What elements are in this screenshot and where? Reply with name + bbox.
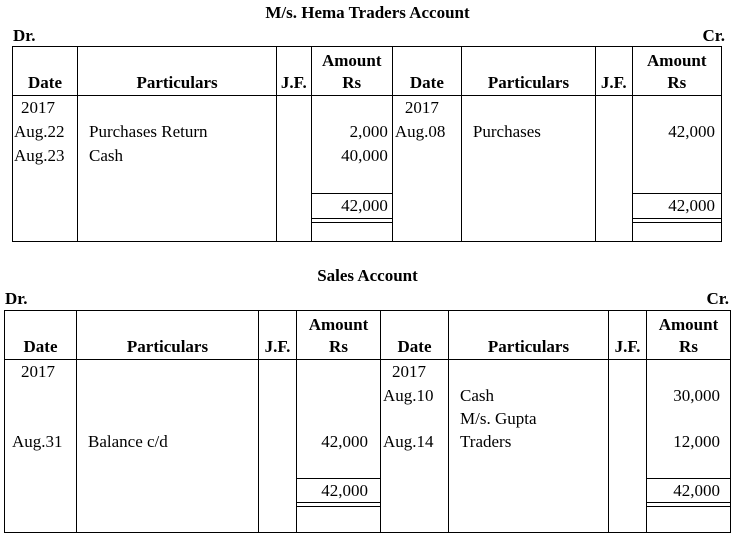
hema-cr-total-rule-double bbox=[633, 218, 721, 219]
sales-cr-date: Aug.10 bbox=[383, 386, 434, 405]
hema-dr-amount: 2,000 bbox=[349, 122, 388, 141]
hema-cr-year: 2017 bbox=[404, 98, 439, 117]
hema-dr-date-header: Date bbox=[13, 47, 78, 96]
sales-cr-particulars: M/s. Gupta bbox=[460, 409, 537, 428]
sales-dr-amount-header: Amount Rs bbox=[297, 311, 381, 360]
hema-dr-date: Aug.22 bbox=[14, 122, 65, 141]
hema-cr-total-rule bbox=[633, 193, 721, 194]
hema-cr-amount: 42,000 bbox=[668, 122, 715, 141]
sales-cr-year: 2017 bbox=[392, 362, 426, 381]
hema-dr-amount: 40,000 bbox=[341, 146, 388, 165]
hema-dr-label: Dr. bbox=[13, 26, 36, 45]
sales-cr-total-rule bbox=[647, 478, 730, 479]
sales-cr-amount: 30,000 bbox=[673, 386, 720, 405]
hema-dr-total: 42,000 bbox=[341, 196, 388, 215]
sales-dr-total: 42,000 bbox=[321, 481, 368, 500]
sales-cr-amount: 12,000 bbox=[673, 432, 720, 451]
sales-dr-particulars: Balance c/d bbox=[88, 432, 168, 451]
hema-cr-particulars-header: Particulars bbox=[461, 47, 595, 96]
hema-dr-date: Aug.23 bbox=[14, 146, 65, 165]
sales-dr-year: 2017 bbox=[21, 362, 55, 381]
hema-dr-year: 2017 bbox=[21, 98, 55, 117]
hema-dr-jf-header: J.F. bbox=[277, 47, 312, 96]
sales-dr-date-header: Date bbox=[5, 311, 77, 360]
sales-dr-particulars-header: Particulars bbox=[77, 311, 259, 360]
hema-dr-particulars-header: Particulars bbox=[78, 47, 277, 96]
hema-cr-label: Cr. bbox=[702, 26, 725, 45]
sales-cr-particulars: Cash bbox=[460, 386, 494, 405]
sales-dr-total-rule bbox=[297, 478, 380, 479]
hema-account-title: M/s. Hema Traders Account bbox=[265, 3, 470, 22]
hema-cr-date-header: Date bbox=[392, 47, 461, 96]
hema-cr-amount-header: Amount Rs bbox=[632, 47, 721, 96]
sales-cr-jf-header: J.F. bbox=[609, 311, 647, 360]
hema-cr-jf-header: J.F. bbox=[596, 47, 633, 96]
hema-dr-total-rule bbox=[312, 193, 392, 194]
sales-cr-particulars: Traders bbox=[460, 432, 512, 451]
sales-cr-date-header: Date bbox=[381, 311, 449, 360]
sales-cr-label: Cr. bbox=[706, 289, 729, 308]
hema-dr-total-rule-double bbox=[312, 218, 392, 219]
sales-dr-date: Aug.31 bbox=[12, 432, 63, 451]
sales-cr-total-rule-double bbox=[647, 502, 730, 503]
sales-cr-particulars-header: Particulars bbox=[449, 311, 609, 360]
hema-cr-date: Aug.08 bbox=[394, 122, 446, 141]
sales-dr-jf-header: J.F. bbox=[259, 311, 297, 360]
sales-cr-amount-header: Amount Rs bbox=[647, 311, 731, 360]
sales-dr-label: Dr. bbox=[5, 289, 28, 308]
hema-dr-particulars: Cash bbox=[89, 146, 123, 165]
sales-cr-date: Aug.14 bbox=[383, 432, 434, 451]
hema-cr-particulars: Purchases bbox=[472, 122, 541, 141]
hema-dr-particulars: Purchases Return bbox=[89, 122, 208, 141]
hema-ledger-table bbox=[12, 46, 722, 242]
sales-ledger-table bbox=[4, 310, 731, 533]
hema-cr-total: 42,000 bbox=[668, 196, 715, 215]
sales-dr-amount: 42,000 bbox=[321, 432, 368, 451]
sales-cr-total: 42,000 bbox=[673, 481, 720, 500]
hema-dr-amount-header: Amount Rs bbox=[311, 47, 392, 96]
sales-account-title: Sales Account bbox=[317, 266, 418, 285]
sales-dr-total-rule-double bbox=[297, 502, 380, 503]
